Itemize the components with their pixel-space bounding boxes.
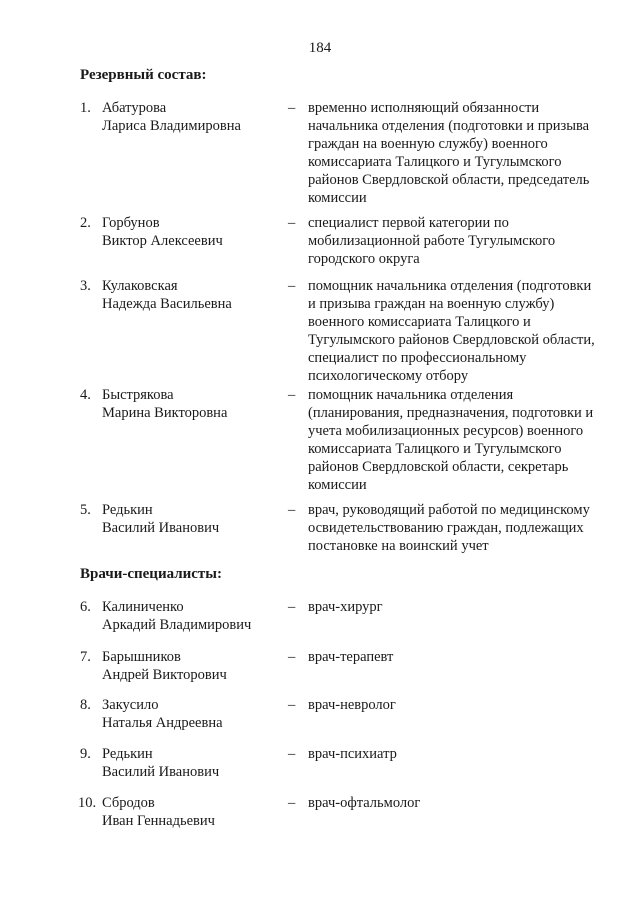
desc-line: врач-терапевт <box>308 649 394 665</box>
person-name <box>102 214 282 250</box>
surname: Абатурова <box>102 100 167 116</box>
item-number: 1. <box>80 100 91 116</box>
dash: – <box>288 215 296 231</box>
dash: – <box>288 746 296 762</box>
person-name <box>102 745 282 781</box>
desc-line: временно исполняющий обязанности <box>308 100 540 116</box>
desc-line: специалист по профессиональному <box>308 350 527 366</box>
given-names: Василий Иванович <box>102 520 220 536</box>
surname: Барышников <box>102 649 181 665</box>
desc-line: врач-офтальмолог <box>308 795 421 811</box>
given-names: Лариса Владимировна <box>102 118 241 134</box>
desc-line: врач, руководящий работой по медицинскому <box>308 502 590 518</box>
surname: Быстрякова <box>102 387 174 403</box>
position-description <box>308 794 618 812</box>
person-name <box>102 696 282 732</box>
surname: Сбродов <box>102 795 155 811</box>
desc-line: городского округа <box>308 251 420 267</box>
desc-line: военного комиссариата Талицкого и <box>308 314 531 330</box>
desc-line: и призыва граждан на военную службу) <box>308 296 555 312</box>
dash: – <box>288 100 296 116</box>
person-name <box>102 648 282 684</box>
dash: – <box>288 649 296 665</box>
dash: – <box>288 502 296 518</box>
desc-line: врач-невролог <box>308 697 396 713</box>
desc-line: учета мобилизационных ресурсов) военного <box>308 423 584 439</box>
position-description <box>308 648 618 666</box>
given-names: Наталья Андреевна <box>102 715 223 731</box>
desc-line: (планирования, предназначения, подготовки и <box>308 405 594 421</box>
position-description <box>308 745 618 763</box>
desc-line: помощник начальника отделения (подготовки <box>308 278 592 294</box>
person-name <box>102 794 282 830</box>
desc-line: постановке на воинский учет <box>308 538 489 554</box>
given-names: Аркадий Владимирович <box>102 617 252 633</box>
item-number: 4. <box>80 387 91 403</box>
position-description <box>308 598 618 616</box>
section-heading-reserve: Резервный состав: <box>80 67 207 83</box>
desc-line: мобилизационной работе Тугулымского <box>308 233 556 249</box>
item-number: 10. <box>78 795 97 811</box>
surname: Калиниченко <box>102 599 184 615</box>
dash: – <box>288 387 296 403</box>
desc-line: врач-психиатр <box>308 746 397 762</box>
position-description <box>308 277 618 385</box>
surname: Закусило <box>102 697 159 713</box>
item-number: 6. <box>80 599 91 615</box>
item-number: 7. <box>80 649 91 665</box>
position-description <box>308 214 618 268</box>
desc-line: Тугулымского районов Свердловской области, <box>308 332 595 348</box>
given-names: Марина Викторовна <box>102 405 228 421</box>
given-names: Андрей Викторович <box>102 667 227 683</box>
person-name <box>102 598 282 634</box>
given-names: Иван Геннадьевич <box>102 813 215 829</box>
desc-line: комиссариата Талицкого и Тугулымского <box>308 154 562 170</box>
surname: Горбунов <box>102 215 160 231</box>
position-description <box>308 386 618 494</box>
desc-line: психологическому отбору <box>308 368 469 384</box>
item-number: 5. <box>80 502 91 518</box>
position-description <box>308 99 618 207</box>
surname: Редькин <box>102 502 153 518</box>
desc-line: комиссариата Талицкого и Тугулымского <box>308 441 562 457</box>
dash: – <box>288 599 296 615</box>
given-names: Василий Иванович <box>102 764 220 780</box>
desc-line: специалист первой категории по <box>308 215 509 231</box>
item-number: 3. <box>80 278 91 294</box>
desc-line: районов Свердловской области, председатель <box>308 172 590 188</box>
dash: – <box>288 278 296 294</box>
desc-line: начальника отделения (подготовки и призыва <box>308 118 590 134</box>
person-name <box>102 501 282 537</box>
desc-line: помощник начальника отделения <box>308 387 514 403</box>
position-description <box>308 696 618 714</box>
given-names: Виктор Алексеевич <box>102 233 223 249</box>
person-name <box>102 99 282 135</box>
surname: Редькин <box>102 746 153 762</box>
item-number: 8. <box>80 697 91 713</box>
desc-line: комиссии <box>308 477 367 493</box>
person-name <box>102 277 282 313</box>
person-name <box>102 386 282 422</box>
section-heading-doctors: Врачи-специалисты: <box>80 566 223 582</box>
desc-line: освидетельствованию граждан, подлежащих <box>308 520 584 536</box>
position-description <box>308 501 618 555</box>
dash: – <box>288 697 296 713</box>
desc-line: районов Свердловской области, секретарь <box>308 459 569 475</box>
item-number: 2. <box>80 215 91 231</box>
surname: Кулаковская <box>102 278 178 294</box>
item-number: 9. <box>80 746 91 762</box>
dash: – <box>288 795 296 811</box>
desc-line: врач-хирург <box>308 599 383 615</box>
given-names: Надежда Васильевна <box>102 296 232 312</box>
desc-line: граждан на военную службу) военного <box>308 136 548 152</box>
page-number: 184 <box>308 40 332 56</box>
desc-line: комиссии <box>308 190 367 206</box>
